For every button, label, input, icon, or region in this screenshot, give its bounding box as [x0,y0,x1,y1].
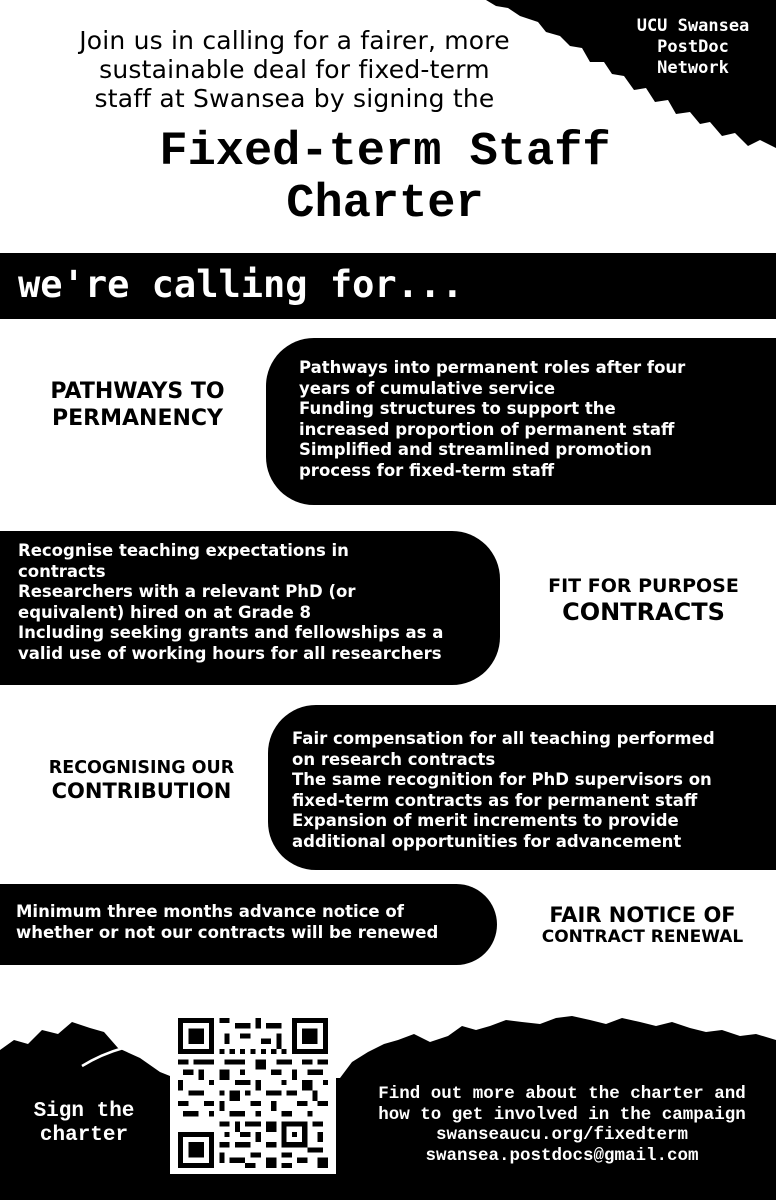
intro-text: Join us in calling for a fairer, more sustainable deal for fixed-term staff at Swansea by signing the [79,26,510,113]
info-line: how to get involved in the campaign [378,1104,746,1125]
section-items-contribution: Fair compensation for all teaching performed on research contracts The same recognition for PhD supervisors on fixed-term contracts as for permanent staff Expansion of merit increments to provide additional opportunities for advancement [292,729,715,851]
section-items-contracts: Recognise teaching expectations in contracts Researchers with a relevant PhD (or equivalent) hired on at Grade 8 Including seeking grants and fellowships as a valid use of working hours for all researchers [18,541,444,663]
qr-code-icon[interactable] [178,1018,328,1168]
website-link[interactable]: swanseaucu.org/fixedterm [435,1125,689,1145]
org-name: UCU Swansea PostDoc Network [636,16,750,78]
section-heading-notice: FAIR NOTICE OF CONTRACT RENEWAL [541,903,744,947]
arrow-icon [78,1032,178,1072]
section-items-pathways: Pathways into permanent roles after four years of cumulative service Funding structures to support the increased proportion of permanent staff Simplified and streamlined promotion process for fixed-term staff [299,358,686,480]
section-heading-contribution: RECOGNISING OUR CONTRIBUTION [48,758,235,803]
footer-info [352,1084,772,1166]
section-items-notice: Minimum three months advance notice of whether or not our contracts will be renewed [16,902,439,942]
page-title: Fixed-term Staff Charter [159,126,611,231]
sign-the-charter: Sign the charter [33,1100,135,1147]
calling-for-heading: we're calling for... [18,263,464,306]
section-heading-pathways: PATHWAYS TO PERMANENCY [50,379,225,431]
info-line: Find out more about the charter and [378,1084,746,1104]
email-link[interactable]: swansea.postdocs@gmail.com [425,1145,699,1166]
section-heading-contracts: FIT FOR PURPOSE CONTRACTS [548,575,739,626]
